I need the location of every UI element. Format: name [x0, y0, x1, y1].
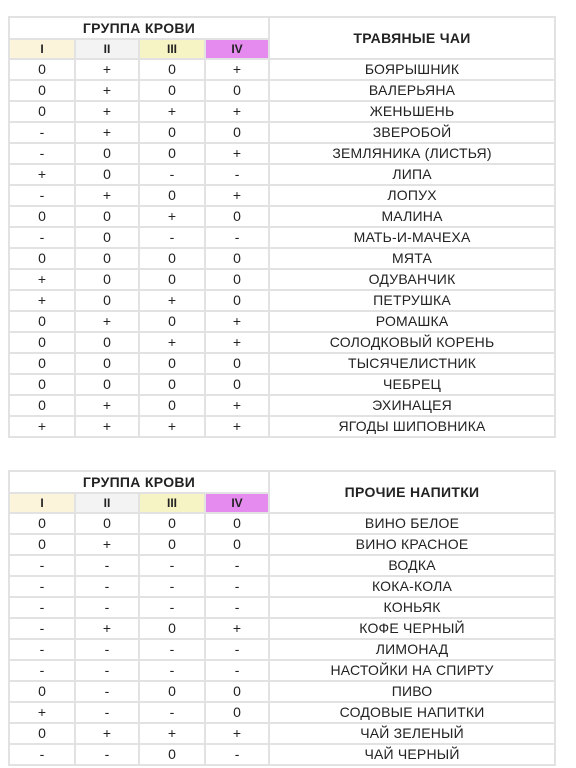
- blood-group-ii-value: -: [75, 639, 139, 660]
- blood-group-iii-value: 0: [139, 395, 205, 416]
- blood-group-i-value: 0: [9, 374, 75, 395]
- blood-group-iii-value: 0: [139, 143, 205, 164]
- blood-group-iv-value: -: [205, 744, 269, 765]
- drink-name: ВИНО БЕЛОЕ: [269, 513, 555, 534]
- blood-group-ii-value: -: [75, 660, 139, 681]
- blood-group-iv-value: +: [205, 723, 269, 744]
- blood-group-iv-value: -: [205, 576, 269, 597]
- other-drinks-table: [8, 470, 556, 766]
- blood-group-iv-value: -: [205, 660, 269, 681]
- blood-group-i-value: -: [9, 555, 75, 576]
- blood-group-iii-value: -: [139, 639, 205, 660]
- blood-group-iv-value: +: [205, 59, 269, 80]
- table-row: [9, 555, 555, 576]
- blood-group-iv-value: -: [205, 597, 269, 618]
- blood-group-iv-value: 0: [205, 290, 269, 311]
- blood-group-i-value: 0: [9, 206, 75, 227]
- table-row: [9, 702, 555, 723]
- drink-name: КОКА-КОЛА: [269, 576, 555, 597]
- table-row: [9, 311, 555, 332]
- blood-group-iv-value: +: [205, 311, 269, 332]
- table-row: [9, 576, 555, 597]
- blood-group-ii-value: 0: [75, 332, 139, 353]
- blood-group-iv-label: IV: [205, 493, 269, 513]
- blood-group-iii-value: 0: [139, 744, 205, 765]
- blood-group-iv-value: 0: [205, 353, 269, 374]
- blood-group-i-value: 0: [9, 395, 75, 416]
- blood-group-iv-value: 0: [205, 374, 269, 395]
- blood-group-iii-value: -: [139, 555, 205, 576]
- blood-group-i-value: -: [9, 143, 75, 164]
- blood-group-iv-value: +: [205, 618, 269, 639]
- herbal-teas-body: [9, 17, 555, 437]
- blood-group-ii-label: II: [75, 39, 139, 59]
- other-drinks-title: ПРОЧИЕ НАПИТКИ: [269, 471, 555, 513]
- drink-name: КОНЬЯК: [269, 597, 555, 618]
- blood-group-iii-value: +: [139, 332, 205, 353]
- blood-group-ii-value: 0: [75, 269, 139, 290]
- blood-group-i-value: +: [9, 269, 75, 290]
- table-row: [9, 744, 555, 765]
- table-row: [9, 290, 555, 311]
- blood-group-i-value: -: [9, 122, 75, 143]
- drink-name: ЗЕМЛЯНИКА (ЛИСТЬЯ): [269, 143, 555, 164]
- drink-name: ЛИПА: [269, 164, 555, 185]
- other-drinks-body: [9, 471, 555, 765]
- blood-group-ii-value: 0: [75, 248, 139, 269]
- blood-group-iii-value: -: [139, 597, 205, 618]
- blood-group-ii-value: 0: [75, 513, 139, 534]
- drink-name: ВАЛЕРЬЯНА: [269, 80, 555, 101]
- blood-group-ii-value: -: [75, 744, 139, 765]
- blood-group-header: ГРУППА КРОВИ: [9, 471, 269, 493]
- drink-name: ЧАЙ ЗЕЛЕНЫЙ: [269, 723, 555, 744]
- table-row: [9, 639, 555, 660]
- table-row: [9, 353, 555, 374]
- blood-group-iv-value: -: [205, 227, 269, 248]
- table-row: [9, 122, 555, 143]
- blood-group-iv-value: 0: [205, 206, 269, 227]
- blood-group-iii-value: 0: [139, 681, 205, 702]
- blood-group-i-value: 0: [9, 311, 75, 332]
- blood-group-iv-value: +: [205, 332, 269, 353]
- drink-name: ТЫСЯЧЕЛИСТНИК: [269, 353, 555, 374]
- drink-name: НАСТОЙКИ НА СПИРТУ: [269, 660, 555, 681]
- herbal-teas-table: [8, 16, 556, 438]
- blood-group-ii-value: +: [75, 395, 139, 416]
- blood-group-iii-value: +: [139, 416, 205, 437]
- blood-group-ii-value: +: [75, 618, 139, 639]
- blood-group-iii-value: 0: [139, 513, 205, 534]
- table-row: [9, 248, 555, 269]
- blood-group-i-value: 0: [9, 248, 75, 269]
- drink-name: МАЛИНА: [269, 206, 555, 227]
- blood-group-iv-value: +: [205, 143, 269, 164]
- drink-name: ЭХИНАЦЕЯ: [269, 395, 555, 416]
- drink-name: ВОДКА: [269, 555, 555, 576]
- blood-group-ii-label: II: [75, 493, 139, 513]
- blood-group-iv-value: +: [205, 101, 269, 122]
- blood-group-ii-value: 0: [75, 164, 139, 185]
- table-row: [9, 513, 555, 534]
- blood-group-ii-value: -: [75, 555, 139, 576]
- blood-group-iii-label: III: [139, 493, 205, 513]
- blood-group-iv-value: +: [205, 185, 269, 206]
- blood-group-iv-label: IV: [205, 39, 269, 59]
- blood-group-ii-value: 0: [75, 206, 139, 227]
- blood-group-i-value: 0: [9, 80, 75, 101]
- blood-group-ii-value: 0: [75, 227, 139, 248]
- blood-group-ii-value: -: [75, 681, 139, 702]
- blood-group-i-value: -: [9, 618, 75, 639]
- blood-group-i-value: 0: [9, 353, 75, 374]
- blood-group-ii-value: +: [75, 59, 139, 80]
- drink-name: ЯГОДЫ ШИПОВНИКА: [269, 416, 555, 437]
- drink-name: КОФЕ ЧЕРНЫЙ: [269, 618, 555, 639]
- blood-group-iii-value: +: [139, 101, 205, 122]
- blood-group-i-value: 0: [9, 723, 75, 744]
- blood-group-ii-value: -: [75, 576, 139, 597]
- blood-group-iv-value: 0: [205, 80, 269, 101]
- drink-name: МАТЬ-И-МАЧЕХА: [269, 227, 555, 248]
- blood-group-i-value: +: [9, 164, 75, 185]
- blood-group-iv-value: -: [205, 555, 269, 576]
- table-row: [9, 59, 555, 80]
- blood-group-i-value: +: [9, 702, 75, 723]
- blood-group-iii-value: 0: [139, 59, 205, 80]
- table-row: [9, 416, 555, 437]
- blood-group-iv-value: -: [205, 639, 269, 660]
- blood-group-i-value: -: [9, 597, 75, 618]
- blood-group-i-value: +: [9, 416, 75, 437]
- table-row: [9, 227, 555, 248]
- blood-group-iii-value: 0: [139, 618, 205, 639]
- blood-group-iii-value: 0: [139, 185, 205, 206]
- table-row: [9, 374, 555, 395]
- blood-group-iv-value: +: [205, 395, 269, 416]
- blood-group-i-value: -: [9, 576, 75, 597]
- blood-group-iii-value: 0: [139, 311, 205, 332]
- table-row: [9, 534, 555, 555]
- table-row: [9, 597, 555, 618]
- table-row: [9, 143, 555, 164]
- blood-group-ii-value: +: [75, 122, 139, 143]
- drink-name: ЖЕНЬШЕНЬ: [269, 101, 555, 122]
- blood-group-i-value: -: [9, 185, 75, 206]
- drink-name: ЧЕБРЕЦ: [269, 374, 555, 395]
- blood-group-ii-value: +: [75, 185, 139, 206]
- blood-group-i-value: -: [9, 639, 75, 660]
- blood-group-i-value: 0: [9, 513, 75, 534]
- blood-group-iv-value: +: [205, 416, 269, 437]
- blood-group-iii-value: 0: [139, 122, 205, 143]
- blood-group-iii-value: -: [139, 164, 205, 185]
- drink-name: ВИНО КРАСНОЕ: [269, 534, 555, 555]
- blood-group-iv-value: 0: [205, 534, 269, 555]
- blood-group-ii-value: +: [75, 101, 139, 122]
- blood-group-i-value: -: [9, 227, 75, 248]
- blood-group-iv-value: 0: [205, 122, 269, 143]
- blood-group-iii-value: 0: [139, 353, 205, 374]
- blood-group-iii-value: +: [139, 206, 205, 227]
- table-row: [9, 681, 555, 702]
- blood-group-i-value: +: [9, 290, 75, 311]
- drink-name: СОДОВЫЕ НАПИТКИ: [269, 702, 555, 723]
- blood-group-iv-value: -: [205, 164, 269, 185]
- blood-group-i-label: I: [9, 39, 75, 59]
- drink-name: ЛИМОНАД: [269, 639, 555, 660]
- blood-group-iii-value: 0: [139, 80, 205, 101]
- blood-group-iii-value: +: [139, 290, 205, 311]
- blood-group-ii-value: 0: [75, 374, 139, 395]
- blood-group-iii-value: -: [139, 660, 205, 681]
- table-row: [9, 723, 555, 744]
- blood-group-ii-value: +: [75, 723, 139, 744]
- drink-name: ЗВЕРОБОЙ: [269, 122, 555, 143]
- blood-group-ii-value: -: [75, 702, 139, 723]
- blood-group-iii-value: -: [139, 227, 205, 248]
- drink-name: ЧАЙ ЧЕРНЫЙ: [269, 744, 555, 765]
- table-row: [9, 660, 555, 681]
- blood-group-iii-value: 0: [139, 269, 205, 290]
- blood-group-ii-value: 0: [75, 143, 139, 164]
- drink-name: ПЕТРУШКА: [269, 290, 555, 311]
- blood-group-iv-value: 0: [205, 269, 269, 290]
- blood-group-i-value: 0: [9, 534, 75, 555]
- table-row: [9, 101, 555, 122]
- drink-name: ОДУВАНЧИК: [269, 269, 555, 290]
- drink-name: ПИВО: [269, 681, 555, 702]
- blood-group-iii-value: -: [139, 702, 205, 723]
- table-row: [9, 206, 555, 227]
- table-header-row: [9, 471, 555, 493]
- blood-group-ii-value: 0: [75, 353, 139, 374]
- blood-group-i-label: I: [9, 493, 75, 513]
- table-row: [9, 395, 555, 416]
- drink-name: МЯТА: [269, 248, 555, 269]
- blood-group-ii-value: -: [75, 597, 139, 618]
- herbal-teas-title: ТРАВЯНЫЕ ЧАИ: [269, 17, 555, 59]
- blood-group-ii-value: +: [75, 311, 139, 332]
- blood-group-iii-value: -: [139, 576, 205, 597]
- blood-group-iii-value: +: [139, 723, 205, 744]
- blood-group-i-value: 0: [9, 332, 75, 353]
- blood-group-iii-value: 0: [139, 534, 205, 555]
- table-row: [9, 332, 555, 353]
- table-row: [9, 80, 555, 101]
- blood-group-iv-value: 0: [205, 513, 269, 534]
- blood-group-iii-label: III: [139, 39, 205, 59]
- blood-group-iii-value: 0: [139, 248, 205, 269]
- blood-group-i-value: -: [9, 744, 75, 765]
- blood-group-ii-value: +: [75, 534, 139, 555]
- blood-group-ii-value: 0: [75, 290, 139, 311]
- table-header-row: [9, 17, 555, 39]
- table-row: [9, 164, 555, 185]
- drink-name: ЛОПУХ: [269, 185, 555, 206]
- blood-group-i-value: 0: [9, 101, 75, 122]
- drink-name: СОЛОДКОВЫЙ КОРЕНЬ: [269, 332, 555, 353]
- blood-group-iv-value: 0: [205, 681, 269, 702]
- table-row: [9, 185, 555, 206]
- blood-group-iv-value: 0: [205, 248, 269, 269]
- blood-group-i-value: 0: [9, 681, 75, 702]
- blood-group-iv-value: 0: [205, 702, 269, 723]
- blood-group-ii-value: +: [75, 416, 139, 437]
- drink-name: БОЯРЫШНИК: [269, 59, 555, 80]
- blood-group-i-value: -: [9, 660, 75, 681]
- blood-group-iii-value: 0: [139, 374, 205, 395]
- drink-name: РОМАШКА: [269, 311, 555, 332]
- blood-group-ii-value: +: [75, 80, 139, 101]
- table-row: [9, 618, 555, 639]
- table-row: [9, 269, 555, 290]
- blood-group-header: ГРУППА КРОВИ: [9, 17, 269, 39]
- blood-group-i-value: 0: [9, 59, 75, 80]
